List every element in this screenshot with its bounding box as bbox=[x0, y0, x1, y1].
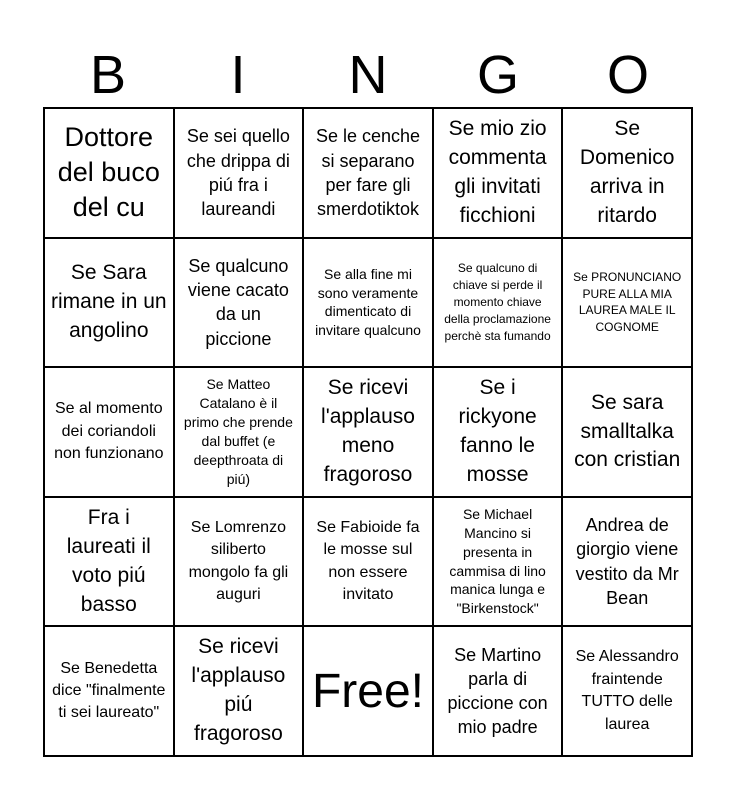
bingo-board bbox=[43, 107, 693, 757]
cell-text: Se ricevi l'applauso piú fragoroso bbox=[191, 635, 286, 746]
bingo-cell[interactable] bbox=[44, 367, 174, 497]
bingo-cell[interactable] bbox=[562, 626, 692, 756]
cell-text: Se Martino parla di piccione con mio padre bbox=[447, 644, 548, 738]
cell-text: Se al momento dei coriandoli non funzionano bbox=[54, 400, 164, 463]
bingo-cell[interactable] bbox=[174, 497, 304, 627]
cell-text: Se Fabioide fa le mosse sul non essere invitato bbox=[316, 518, 420, 603]
bingo-cell[interactable] bbox=[562, 497, 692, 627]
bingo-cell[interactable] bbox=[303, 108, 433, 238]
bingo-free-cell[interactable] bbox=[303, 626, 433, 756]
cell-text: Se sara smalltalka con cristian bbox=[574, 390, 681, 472]
cell-text: Se mio zio commenta gli invitati ficchioni bbox=[448, 116, 547, 227]
bingo-cell[interactable] bbox=[174, 367, 304, 497]
header-letter-i: I bbox=[230, 45, 246, 105]
cell-text: Se Lomrenzo siliberto mongolo fa gli auguri bbox=[188, 518, 289, 603]
cell-text: Dottore del buco del cu bbox=[57, 122, 160, 223]
bingo-cell[interactable] bbox=[433, 108, 563, 238]
free-space-label: Free! bbox=[311, 664, 424, 718]
bingo-cell[interactable] bbox=[303, 367, 433, 497]
bingo-cell[interactable] bbox=[44, 497, 174, 627]
cell-text: Se PRONUNCIANO PURE ALLA MIA LAUREA MALE IL COGNOME bbox=[573, 269, 682, 335]
bingo-cell[interactable] bbox=[562, 238, 692, 368]
header-letter-o: O bbox=[606, 45, 649, 105]
bingo-cell[interactable] bbox=[44, 626, 174, 756]
bingo-cell[interactable] bbox=[433, 367, 563, 497]
cell-text: Se i rickyone fanno le mosse bbox=[458, 376, 537, 486]
cell-text: Se le cenche si separano per fare gli smerdotiktok bbox=[315, 126, 421, 220]
cell-text: Se Benedetta dice "finalmente ti sei laureato" bbox=[52, 659, 166, 722]
cell-text: Se sei quello che drippa di piú fra i laureandi bbox=[186, 126, 290, 220]
header-letter-n: N bbox=[348, 45, 388, 105]
cell-text: Andrea de giorgio viene vestito da Mr Bean bbox=[575, 515, 679, 608]
header-letter-b: B bbox=[89, 45, 127, 105]
bingo-header bbox=[43, 44, 693, 106]
cell-text: Se alla fine mi sono veramente dimenticato di invitare qualcuno bbox=[315, 265, 421, 339]
header-letter-g: G bbox=[476, 45, 519, 105]
bingo-cell[interactable] bbox=[174, 108, 304, 238]
cell-text: Se Michael Mancino si presenta in cammisa di lino manica lunga e "Birkenstock" bbox=[449, 505, 546, 617]
cell-text: Se ricevi l'applauso meno fragoroso bbox=[321, 376, 415, 486]
cell-text: Se qualcuno viene cacato da un piccione bbox=[187, 255, 289, 349]
bingo-cell[interactable] bbox=[562, 108, 692, 238]
cell-text: Fra i laureati il voto piú basso bbox=[66, 505, 151, 616]
cell-text: Se qualcuno di chiave si perde il momento chiave della proclamazione perchè sta fumando bbox=[444, 261, 551, 343]
cell-text: Se Matteo Catalano è il primo che prende dal buffet (e deepthroata di piú) bbox=[183, 376, 293, 487]
bingo-cell[interactable] bbox=[433, 626, 563, 756]
bingo-cell[interactable] bbox=[44, 238, 174, 368]
cell-text: Se Sara rimane in un angolino bbox=[51, 260, 167, 342]
bingo-cell[interactable] bbox=[303, 497, 433, 627]
bingo-cell[interactable] bbox=[433, 238, 563, 368]
bingo-cell[interactable] bbox=[174, 238, 304, 368]
bingo-cell[interactable] bbox=[174, 626, 304, 756]
bingo-cell[interactable] bbox=[303, 238, 433, 368]
cell-text: Se Domenico arriva in ritardo bbox=[579, 116, 675, 227]
cell-text: Se Alessandro fraintende TUTTO delle laurea bbox=[575, 648, 679, 733]
bingo-cell[interactable] bbox=[44, 108, 174, 238]
bingo-cell[interactable] bbox=[562, 367, 692, 497]
bingo-cell[interactable] bbox=[433, 497, 563, 627]
